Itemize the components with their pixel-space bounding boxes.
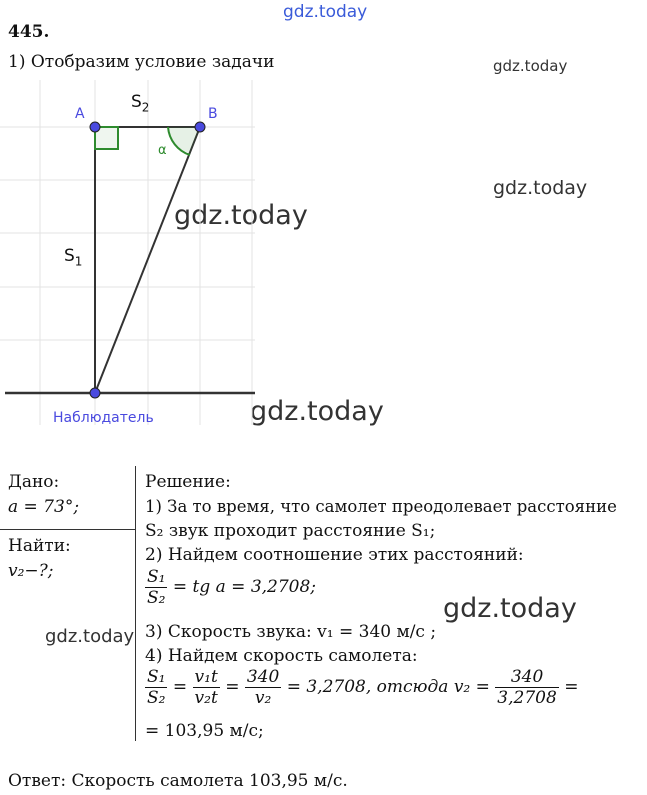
label-observer: Наблюдатель bbox=[53, 410, 154, 426]
label-s2: $S_2$ bbox=[131, 92, 150, 115]
formula-ratio: $\frac{\text{S₁}}{\text{S₂}}$ = tg a = 3,2708; bbox=[147, 567, 317, 608]
formula-speed: $\frac{\text{S₁}}{\text{S₂}}$ = $\frac{\text{v₁t}}{\text{v₂t}}$ = $\frac{340}{\text{v₂}}$ = 3,2708, отсюда v₂ = $\frac{340}{3,2708}$ = bbox=[147, 667, 579, 708]
watermark: gdz.today bbox=[250, 396, 384, 427]
table-divider-horizontal bbox=[0, 529, 136, 530]
step-heading: 1) Отобразим условие задачи bbox=[8, 52, 275, 72]
watermark: gdz.today bbox=[283, 2, 368, 22]
watermark: gdz.today bbox=[493, 57, 568, 75]
solution-line: = 103,95 м/с; bbox=[145, 721, 264, 741]
find-label: Найти: bbox=[8, 536, 71, 556]
given-value: a = 73°; bbox=[8, 497, 80, 517]
problem-number: 445. bbox=[8, 22, 50, 42]
geometry-figure bbox=[0, 80, 270, 450]
label-s1: $S_1$ bbox=[64, 246, 83, 269]
point-observer bbox=[90, 388, 100, 398]
watermark: gdz.today bbox=[443, 593, 577, 624]
solution-line: 4) Найдем скорость самолета: bbox=[145, 646, 418, 666]
find-value: v₂−?; bbox=[8, 561, 54, 581]
label-alpha: α bbox=[158, 143, 167, 158]
watermark: gdz.today bbox=[45, 626, 135, 647]
label-b: B bbox=[208, 106, 218, 122]
watermark: gdz.today bbox=[493, 177, 588, 199]
label-a: A bbox=[75, 106, 85, 122]
point-b bbox=[195, 122, 205, 132]
solution-label: Решение: bbox=[145, 472, 231, 492]
solution-line: S₂ звук проходит расстояние S₁; bbox=[145, 521, 436, 541]
grid bbox=[0, 80, 255, 425]
point-a bbox=[90, 122, 100, 132]
given-label: Дано: bbox=[8, 472, 60, 492]
solution-line: 1) За то время, что самолет преодолевает расстояние bbox=[145, 497, 617, 516]
solution-line: 2) Найдем соотношение этих расстояний: bbox=[145, 545, 524, 565]
answer: Ответ: Скорость самолета 103,95 м/с. bbox=[8, 771, 348, 791]
watermark: gdz.today bbox=[174, 200, 308, 231]
solution-line: 3) Скорость звука: v₁ = 340 м/с ; bbox=[145, 622, 437, 642]
table-divider-vertical bbox=[135, 466, 136, 741]
